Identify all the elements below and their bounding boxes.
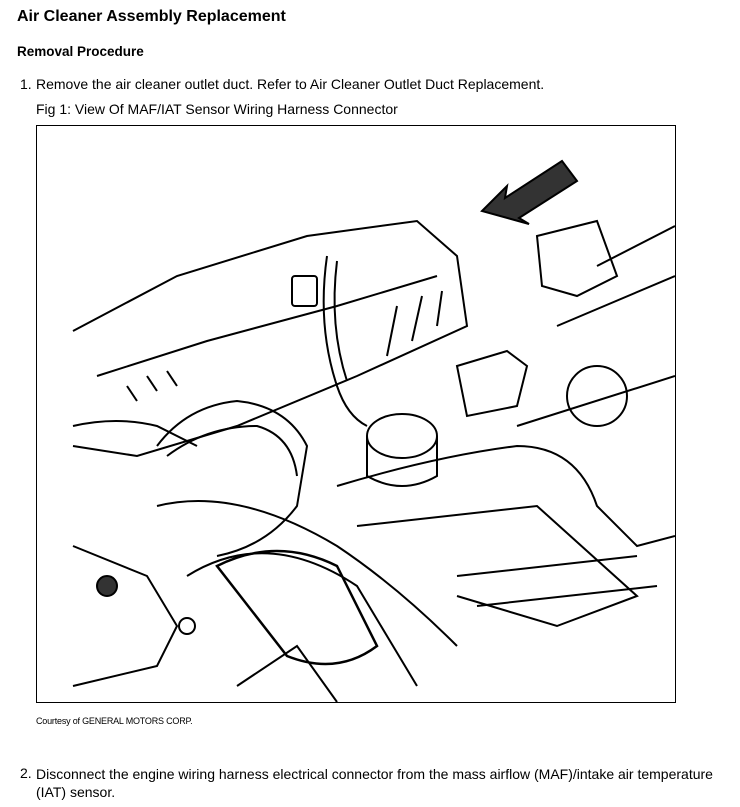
direction-arrow-icon: [482, 161, 577, 224]
step-number: 2.: [20, 765, 32, 781]
step-text: Disconnect the engine wiring harness electrical connector from the mass airflow (MAF)/intake air temperature (IAT) sensor.: [36, 766, 713, 800]
page-title: Air Cleaner Assembly Replacement: [17, 8, 286, 25]
figure-illustration: [36, 125, 676, 703]
step-text: Remove the air cleaner outlet duct. Refer to Air Cleaner Outlet Duct Replacement.: [36, 76, 545, 92]
figure-caption: Fig 1: View Of MAF/IAT Sensor Wiring Harness Connector: [36, 101, 398, 117]
engine-line-drawing: [37, 126, 675, 702]
figure-courtesy: Courtesy of GENERAL MOTORS CORP.: [36, 716, 193, 726]
step-number: 1.: [20, 76, 32, 92]
section-heading: Removal Procedure: [17, 44, 144, 59]
